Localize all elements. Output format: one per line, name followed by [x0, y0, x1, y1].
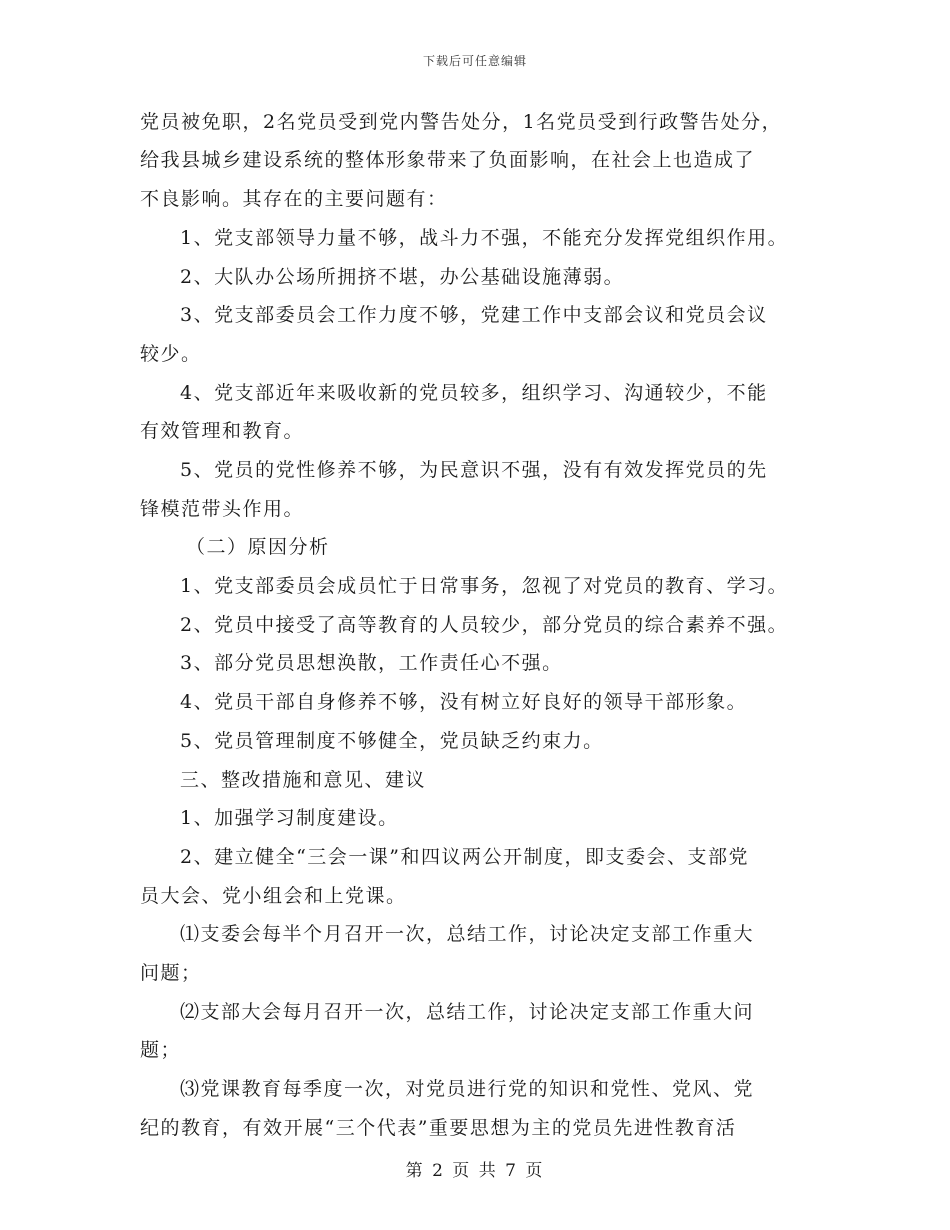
paragraph-line: 较少。 — [140, 343, 202, 365]
paragraph-line: 问题； — [140, 962, 202, 984]
list-item: 4、党员干部自身修养不够，没有树立好良好的领导干部形象。 — [180, 691, 748, 713]
paragraph-line: 纪的教育，有效开展“三个代表”重要思想为主的党员先进性教育活 — [140, 1117, 737, 1139]
section-heading: （二）原因分析 — [186, 536, 330, 558]
header-note: 下载后可任意编辑 — [422, 54, 527, 68]
list-item: 4、党支部近年来吸收新的党员较多，组织学习、沟通较少，不能 — [180, 382, 768, 404]
list-item: 2、建立健全“三会一课”和四议两公开制度，即支委会、支部党 — [180, 846, 750, 868]
paragraph-line: 党员被免职，2名党员受到党内警告处分，1名党员受到行政警告处分， — [140, 111, 783, 133]
list-item: 2、大队办公场所拥挤不堪，办公基础设施薄弱。 — [180, 266, 625, 288]
paragraph-line: 给我县城乡建设系统的整体形象带来了负面影响，在社会上也造成了 — [140, 149, 756, 171]
list-item: 3、党支部委员会工作力度不够，党建工作中支部会议和党员会议 — [180, 304, 768, 326]
paragraph-line: 题； — [140, 1039, 182, 1061]
list-item: 1、加强学习制度建设。 — [180, 807, 399, 829]
list-item: ⑶党课教育每季度一次，对党员进行党的知识和党性、党风、党 — [180, 1078, 755, 1100]
list-item: ⑵支部大会每月召开一次，总结工作，讨论决定支部工作重大问 — [180, 1001, 755, 1023]
list-item: 1、党支部委员会成员忙于日常事务，忽视了对党员的教育、学习。 — [180, 575, 789, 597]
list-item: 5、党员管理制度不够健全，党员缺乏约束力。 — [180, 730, 604, 752]
paragraph-line: 员大会、党小组会和上党课。 — [140, 885, 407, 907]
list-item: 1、党支部领导力量不够，战斗力不强，不能充分发挥党组织作用。 — [180, 227, 789, 249]
page-number: 第 2 页 共 7 页 — [405, 1161, 545, 1181]
paragraph-line: 锋模范带头作用。 — [140, 498, 305, 520]
section-heading: 三、整改措施和意见、建议 — [180, 769, 427, 791]
list-item: 5、党员的党性修养不够，为民意识不强，没有有效发挥党员的先 — [180, 459, 768, 481]
list-item: 2、党员中接受了高等教育的人员较少，部分党员的综合素养不强。 — [180, 614, 789, 636]
paragraph-line: 不良影响。其存在的主要问题有： — [140, 188, 448, 210]
paragraph-line: 有效管理和教育。 — [140, 420, 305, 442]
list-item: 3、部分党员思想涣散，工作责任心不强。 — [180, 652, 563, 674]
list-item: ⑴支委会每半个月召开一次，总结工作，讨论决定支部工作重大 — [180, 923, 755, 945]
